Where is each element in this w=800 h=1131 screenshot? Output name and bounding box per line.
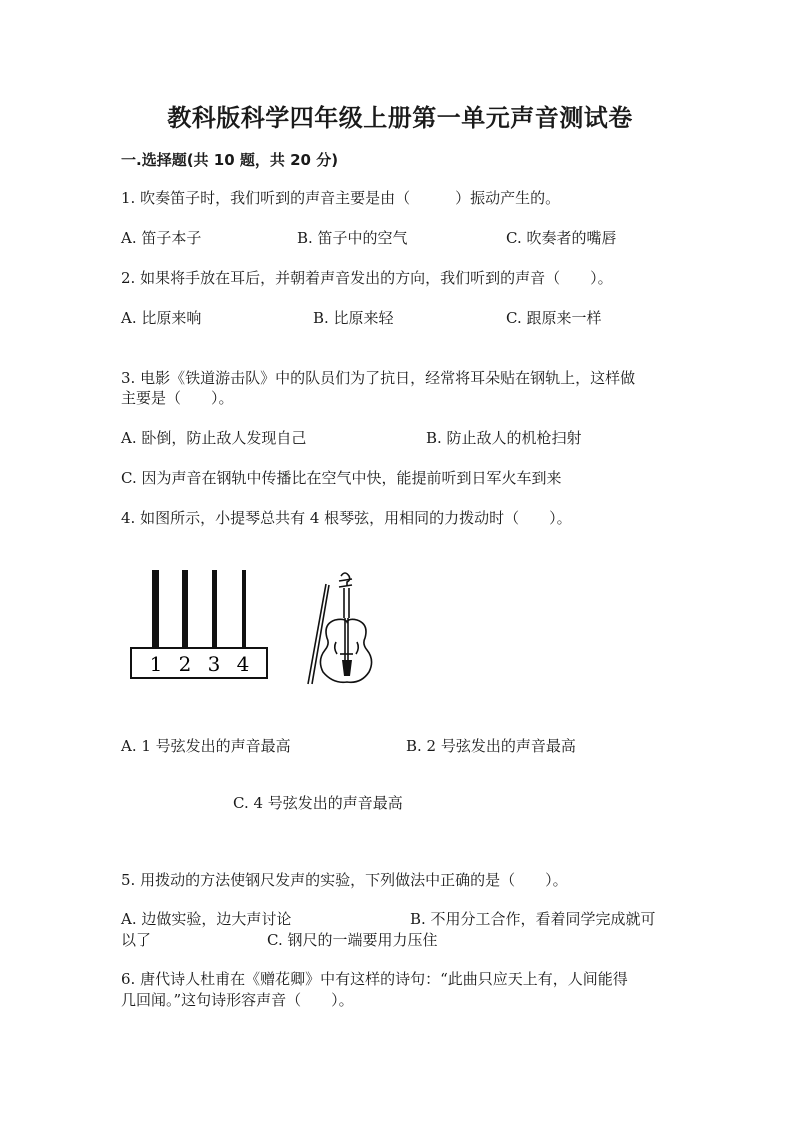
question-3-option-a: A. 卧倒，防止敌人发现自己 — [121, 429, 307, 447]
question-3-stem-line-1: 3. 电影《铁道游击队》中的队员们为了抗日，经常将耳朵贴在钢轨上，这样做 — [121, 369, 636, 387]
question-2-option-c: C. 跟原来一样 — [506, 309, 602, 327]
question-4-option-c: C. 4 号弦发出的声音最高 — [233, 794, 403, 812]
violin-strings-svg — [128, 568, 388, 690]
string-1 — [152, 570, 159, 652]
violin-icon — [308, 573, 372, 684]
string-4 — [242, 570, 246, 652]
violin-strings-figure — [128, 568, 388, 694]
question-6-stem-line-2: 几回闻。”这句诗形容声音（ ）。 — [121, 991, 354, 1009]
string-label-1: 1 — [149, 652, 163, 676]
string-label-2: 2 — [178, 652, 192, 676]
question-2-stem: 2. 如果将手放在耳后，并朝着声音发出的方向，我们听到的声音（ ）。 — [121, 269, 613, 287]
question-5-option-c: C. 钢尺的一端要用力压住 — [267, 931, 438, 949]
section-heading: 一.选择题(共 10 题，共 20 分) — [121, 151, 339, 169]
question-5-option-b-continued: 以了 — [121, 931, 152, 949]
question-1-option-b: B. 笛子中的空气 — [297, 229, 408, 247]
question-5-stem: 5. 用拨动的方法使钢尺发声的实验，下列做法中正确的是（ ）。 — [121, 871, 568, 889]
string-3 — [212, 570, 217, 652]
question-2-option-a: A. 比原来响 — [121, 309, 202, 327]
question-4-option-a: A. 1 号弦发出的声音最高 — [121, 737, 291, 755]
question-5-option-a: A. 边做实验，边大声讨论 — [121, 910, 292, 928]
question-6-stem-line-1: 6. 唐代诗人杜甫在《赠花卿》中有这样的诗句：“此曲只应天上有，人间能得 — [121, 970, 628, 988]
question-1-option-c: C. 吹奏者的嘴唇 — [506, 229, 617, 247]
question-3-stem-line-2: 主要是（ ）。 — [121, 389, 234, 407]
question-1-stem: 1. 吹奏笛子时，我们听到的声音主要是由（ ）振动产生的。 — [121, 189, 561, 207]
string-2 — [182, 570, 188, 652]
question-2-option-b: B. 比原来轻 — [313, 309, 394, 327]
string-label-3: 3 — [207, 652, 221, 676]
string-label-4: 4 — [236, 652, 250, 676]
page-title: 教科版科学四年级上册第一单元声音测试卷 — [167, 103, 633, 132]
question-5-option-b: B. 不用分工合作，看着同学完成就可 — [410, 910, 656, 928]
question-4-stem: 4. 如图所示，小提琴总共有 4 根琴弦，用相同的力拨动时（ ）。 — [121, 509, 572, 527]
question-3-option-b: B. 防止敌人的机枪扫射 — [426, 429, 582, 447]
question-3-option-c: C. 因为声音在钢轨中传播比在空气中快，能提前听到日军火车到来 — [121, 469, 562, 487]
violin-tailpiece — [342, 660, 352, 676]
question-1-option-a: A. 笛子本子 — [121, 229, 202, 247]
question-4-option-b: B. 2 号弦发出的声音最高 — [406, 737, 576, 755]
